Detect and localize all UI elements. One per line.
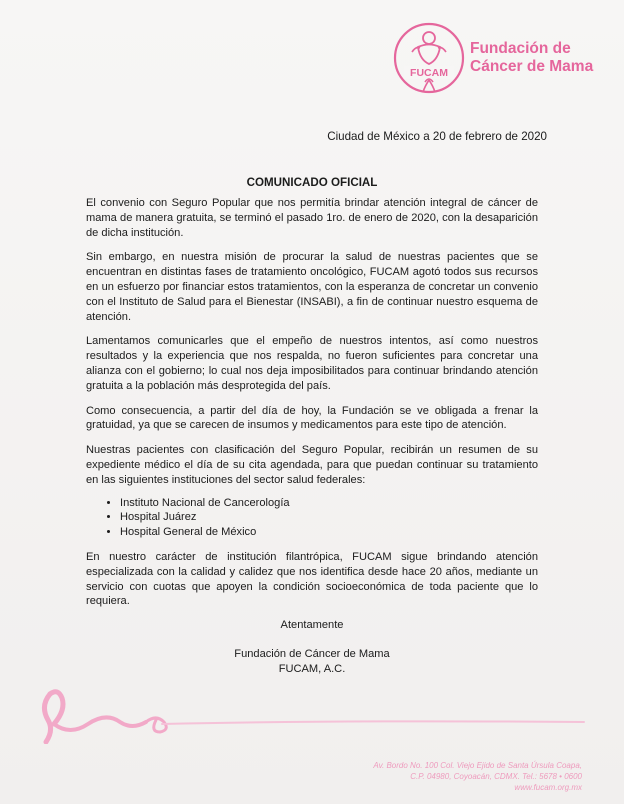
- signature-line-2: FUCAM, A.C.: [278, 662, 346, 675]
- fucam-logo: [392, 20, 612, 100]
- paragraph-5: Nuestras pacientes con clasificación del Seguro Popular, recibirán un resumen de su expediente médico el día de su cita agendada, para que puedan continuar su tratamiento en las siguientes instituciones del sector salud federales:: [86, 444, 538, 486]
- logo-wordmark: [470, 40, 593, 76]
- signature-line-1: Fundación de Cáncer de Mama: [234, 647, 390, 660]
- logo-name-line1: Fundación de: [470, 40, 571, 57]
- pink-ribbon-icon: [36, 684, 596, 744]
- footer-address: [373, 760, 582, 793]
- fucam-emblem-icon: [392, 20, 466, 100]
- paragraph-4: Como consecuencia, a partir del día de hoy, la Fundación se ve obligada a frenar la gratuidad, ya que se carecen de insumos y medicamentos para este tipo de atención.: [86, 404, 538, 432]
- list-item: • Instituto Nacional de Cancerología: [120, 496, 538, 511]
- list-item: • Hospital Juárez: [120, 510, 538, 525]
- letter-body: [86, 196, 538, 619]
- logo-name-line2: Cáncer de Mama: [470, 58, 594, 75]
- paragraph-2: Sin embargo, en nuestra misión de procurar la salud de nuestras pacientes que se encuentran en distintas fases de tratamiento oncológico, FUCAM agotó todos sus recursos en un esfuerzo por financiar estos tratamientos, con la esperanza de concretar un convenio con el Instituto de Salud para el Bienestar (INSABI), a fin de continuar nuestro esquema de atención.: [86, 251, 538, 323]
- letter-closing: [0, 618, 624, 676]
- address-line-1: Av. Bordo No. 100 Col. Viejo Ejido de Santa Úrsula Coapa,: [373, 761, 582, 770]
- institutions-list: [86, 496, 538, 540]
- paragraph-3: Lamentamos comunicarles que el empeño de nuestros intentos, así como nuestros resultados y la experiencia que nos respalda, no fueron suficientes para concretar una alianza con el gobierno; lo cual nos deja imposibilitados para continuar brindando atención gratuita a la población más desprotegida del país.: [86, 335, 538, 392]
- letter-heading: COMUNICADO OFICIAL: [246, 176, 378, 189]
- logo-mark-text: FUCAM: [410, 67, 448, 79]
- list-item: • Hospital General de México: [120, 525, 538, 540]
- final-paragraph: En nuestro carácter de institución filantrópica, FUCAM sigue brindando atención especializada con la calidad y calidez que nos identifica desde hace 20 años, mediante un servicio con cuotas que apoyen la condición socioeconómica de toda paciente que lo requiera.: [86, 550, 538, 608]
- paragraph-1: El convenio con Seguro Popular que nos permitía brindar atención integral de cáncer de mama de manera gratuita, se terminó el pasado 1ro. de enero de 2020, con la desaparición de dicha institución.: [86, 197, 538, 239]
- website-link[interactable]: www.fucam.org.mx: [514, 783, 582, 792]
- address-line-2: C.P. 04980, Coyoacán, CDMX. Tel.: 5678 • 0600: [410, 772, 582, 781]
- letter-date: Ciudad de México a 20 de febrero de 2020: [327, 130, 547, 143]
- signoff: Atentamente: [280, 619, 344, 631]
